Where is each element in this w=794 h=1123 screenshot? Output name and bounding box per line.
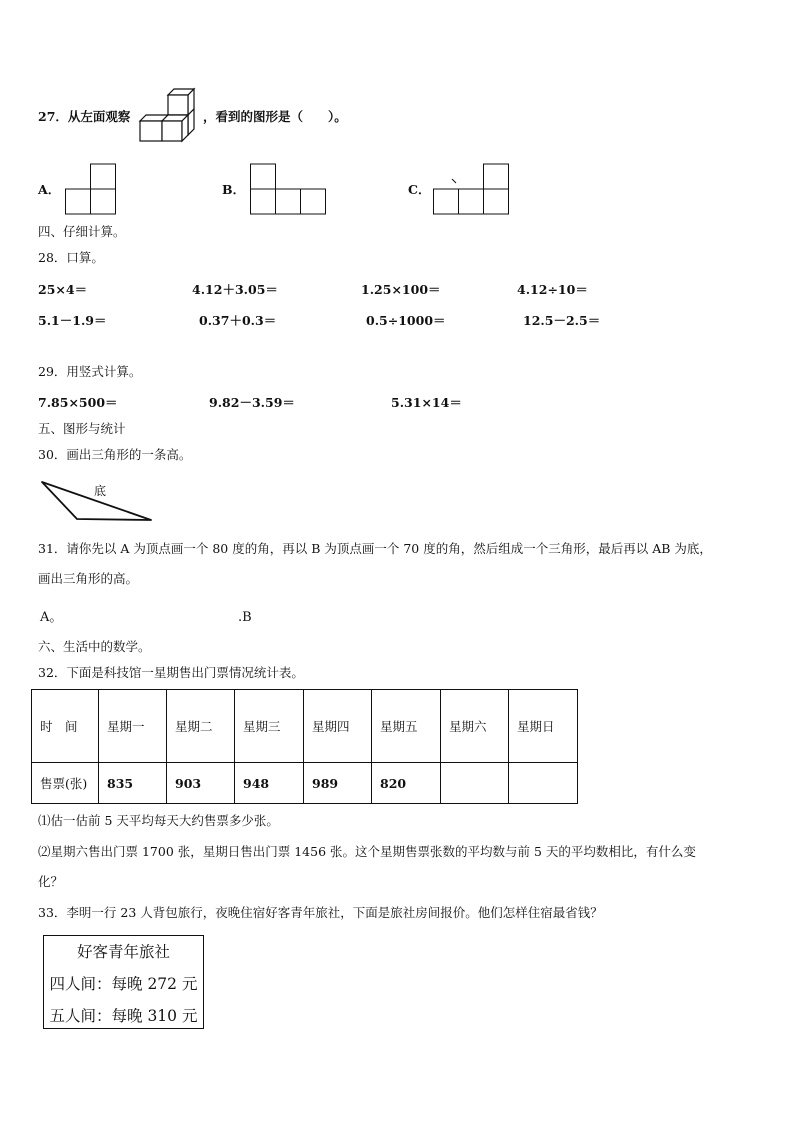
q29-item: 5.31×14＝ xyxy=(391,395,462,410)
q28-item: 4.12÷10＝ xyxy=(517,282,588,297)
section-5-heading: 五、图形与统计 xyxy=(38,421,126,436)
hostel-price-sign xyxy=(43,935,204,1029)
q31-text-line2: 画出三角形的高。 xyxy=(38,571,139,586)
q30-title: 30．画出三角形的一条高。 xyxy=(38,447,192,462)
table-header-cell: 星期六 xyxy=(441,690,509,763)
hostel-name: 好客青年旅社 xyxy=(76,943,170,961)
q32-sub1: ⑴估一估前 5 天平均每天大约售票多少张。 xyxy=(38,813,279,828)
table-cell: 835 xyxy=(99,763,167,804)
table-cell: 820 xyxy=(372,763,441,804)
q28-item: 5.1－1.9＝ xyxy=(38,313,107,328)
q33-title: 33．李明一行 23 人背包旅行，夜晚住宿好客青年旅社，下面是旅社房间报价。他们怎样住宿最省钱？ xyxy=(38,905,603,920)
section-6-heading: 六、生活中的数学。 xyxy=(38,639,151,654)
cube-stack-figure xyxy=(138,86,200,148)
q32-title: 32．下面是科技馆一星期售出门票情况统计表。 xyxy=(38,665,304,680)
option-c-figure xyxy=(432,163,510,215)
table-row xyxy=(32,763,578,804)
table-header-cell: 星期日 xyxy=(509,690,578,763)
option-a-label[interactable]: A． xyxy=(38,182,61,197)
ticket-sales-table xyxy=(31,689,578,804)
table-header-cell: 星期二 xyxy=(167,690,235,763)
table-cell xyxy=(509,763,578,804)
room-price-four: 四人间：每晚 272 元 xyxy=(49,975,198,993)
q28-item: 4.12＋3.05＝ xyxy=(192,282,278,297)
table-header-cell: 星期三 xyxy=(235,690,304,763)
table-header-cell: 时 间 xyxy=(32,690,99,763)
section-4-heading: 四、仔细计算。 xyxy=(38,224,126,239)
point-b-label: .B xyxy=(238,610,252,625)
table-cell: 989 xyxy=(304,763,372,804)
q28-item: 12.5－2.5＝ xyxy=(523,313,601,328)
option-a-figure xyxy=(64,163,118,215)
q28-item: 0.37＋0.3＝ xyxy=(199,313,277,328)
q29-item: 7.85×500＝ xyxy=(38,395,118,410)
table-cell: 948 xyxy=(235,763,304,804)
q27-text-after: ，看到的图形是（ ）。 xyxy=(203,109,347,124)
table-cell xyxy=(441,763,509,804)
q28-title: 28．口算。 xyxy=(38,250,104,265)
option-b-label[interactable]: B． xyxy=(222,182,246,197)
table-header-row xyxy=(32,690,578,763)
q27-text-before: 27．从左面观察 xyxy=(38,109,131,124)
q28-item: 1.25×100＝ xyxy=(361,282,441,297)
table-header-cell: 星期四 xyxy=(304,690,372,763)
q28-item: 0.5÷1000＝ xyxy=(366,313,446,328)
room-price-five: 五人间：每晚 310 元 xyxy=(49,1007,198,1025)
table-header-cell: 星期一 xyxy=(99,690,167,763)
q29-item: 9.82－3.59＝ xyxy=(209,395,295,410)
q29-title: 29．用竖式计算。 xyxy=(38,364,142,379)
q32-sub2-line2: 化？ xyxy=(38,874,64,889)
triangle-base-label: 底 xyxy=(94,484,107,498)
q32-sub2-line1: ⑵星期六售出门票 1700 张，星期日售出门票 1456 张。这个星期售票张数的平均数与前 5 天的平均数相比，有什么变 xyxy=(38,844,696,859)
table-header-cell: 星期五 xyxy=(372,690,441,763)
q28-item: 25×4＝ xyxy=(38,282,88,297)
option-b-figure xyxy=(249,163,327,215)
table-cell: 903 xyxy=(167,763,235,804)
option-c-label[interactable]: C． xyxy=(408,182,431,197)
q31-text-line1: 31．请你先以 A 为顶点画一个 80 度的角，再以 B 为顶点画一个 70 度的角，然后组成一个三角形，最后再以 AB 为底， xyxy=(38,541,712,556)
table-row-label: 售票(张) xyxy=(32,763,99,804)
point-a-label: A。 xyxy=(40,610,63,625)
